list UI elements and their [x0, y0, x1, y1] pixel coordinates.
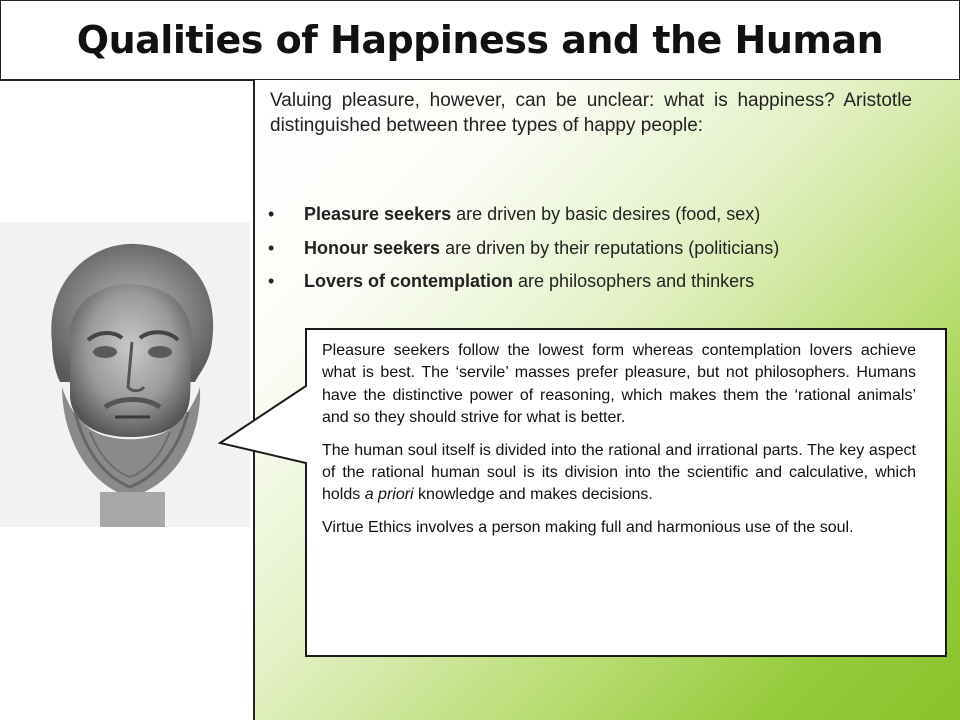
callout-paragraph-1: Pleasure seekers follow the lowest form whereas contemplation lovers achieve what is best. The ‘servile’ masses prefer pleasure, but not philosophers. Humans have the distinctive power of reasoning, which makes them the ‘rational animals’ and so they should strive for what is better. [322, 342, 916, 427]
callout-paragraph-3: Virtue Ethics involves a person making full and harmonious use of the soul. [322, 518, 854, 536]
intro-text: Valuing pleasure, however, can be unclear: what is happiness? Aristotle distinguished between three types of happy people: [270, 90, 912, 136]
bullet-icon: • [268, 271, 275, 291]
bullet-icon: • [268, 237, 275, 258]
happy-people-list [268, 202, 948, 303]
list-item [268, 202, 948, 226]
bullet-text: are driven by their reputations (politicians) [440, 237, 780, 258]
list-item [268, 236, 948, 260]
bullet-term: Honour seekers [304, 237, 441, 258]
bullet-term: Pleasure seekers [304, 204, 452, 224]
bullet-icon: • [268, 204, 275, 224]
callout-text [322, 340, 916, 549]
list-item [268, 269, 948, 293]
bullet-term: Lovers of contemplation [304, 271, 514, 291]
title-bar [0, 0, 960, 81]
bullet-text: are philosophers and thinkers [513, 271, 755, 291]
page-title: Qualities of Happiness and the Human [76, 18, 884, 62]
bullet-text: are driven by basic desires (food, sex) [451, 204, 761, 224]
aristotle-bust-image [0, 222, 250, 527]
callout-paragraph-2: The human soul itself is divided into the rational and irrational parts. The key aspect of the rational human soul is its division into the scientific and calculative, which holds a priori knowledge and makes decisions. [322, 441, 916, 504]
